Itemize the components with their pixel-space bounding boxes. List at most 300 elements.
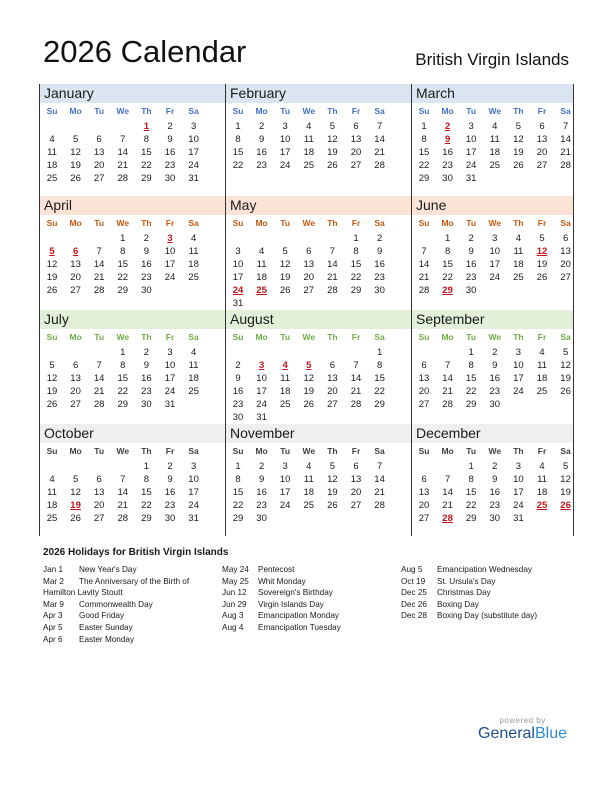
calendar-day: 10 <box>489 246 501 257</box>
grid-divider <box>225 84 226 536</box>
calendar-day: 24 <box>489 272 501 283</box>
weekday-label: Fr <box>351 106 361 116</box>
holiday-day: 3 <box>258 360 265 371</box>
holiday-day: 5 <box>306 360 312 371</box>
calendar-day: 30 <box>374 285 385 296</box>
weekday-label: We <box>488 446 502 456</box>
holiday-day: 9 <box>444 134 451 145</box>
calendar-day: 30 <box>489 513 501 524</box>
calendar-day: 15 <box>117 373 129 384</box>
holiday-name: Easter Sunday <box>79 622 133 632</box>
weekday-label: We <box>302 446 316 456</box>
weekday-label: Su <box>46 446 58 456</box>
calendar-day: 22 <box>232 500 244 511</box>
calendar-day: 5 <box>562 461 569 472</box>
weekday-label: Tu <box>94 218 105 228</box>
weekday-label: Th <box>141 446 152 456</box>
calendar-day: 14 <box>117 487 129 498</box>
calendar-day: 12 <box>560 360 571 371</box>
calendar-day: 22 <box>117 386 129 397</box>
calendar-day: 7 <box>96 246 102 257</box>
holiday-name: Easter Monday <box>79 634 135 644</box>
calendar-day: 18 <box>46 500 58 511</box>
calendar-day: 2 <box>492 347 498 358</box>
holiday-name: Good Friday <box>79 611 125 621</box>
weekday-label: Tu <box>466 332 477 342</box>
quarter-block <box>39 424 574 536</box>
calendar-day: 14 <box>93 373 105 384</box>
holiday-name: The Anniversary of the Birth of <box>79 576 190 586</box>
calendar-day: 1 <box>353 233 359 244</box>
weekday-label: Fr <box>165 218 175 228</box>
holiday-day: 24 <box>232 285 244 296</box>
grid-divider <box>411 84 412 536</box>
calendar-day: 18 <box>188 373 199 384</box>
holiday-name: Virgin Islands Day <box>258 599 324 609</box>
calendar-day: 13 <box>70 373 81 384</box>
calendar-day: 19 <box>513 147 524 158</box>
calendar-day: 5 <box>562 347 569 358</box>
holiday-date: Jun 29 <box>222 599 247 609</box>
weekday-label: Su <box>418 446 430 456</box>
calendar-day: 20 <box>303 272 315 283</box>
holiday-name: Boxing Day <box>437 599 479 609</box>
calendar-day: 18 <box>256 272 267 283</box>
holiday-item <box>222 599 341 611</box>
calendar-day: 14 <box>93 259 105 270</box>
weekday-label: Th <box>513 106 524 116</box>
brand-logo[interactable] <box>478 716 567 743</box>
holiday-date: Apr 5 <box>43 622 63 632</box>
calendar-day: 22 <box>141 160 152 171</box>
calendar-day: 25 <box>303 160 315 171</box>
calendar-day: 5 <box>282 246 288 257</box>
holiday-item <box>401 599 537 611</box>
calendar-day: 31 <box>164 399 176 410</box>
calendar-day: 24 <box>513 386 524 397</box>
holiday-day: 12 <box>536 246 548 257</box>
weekday-label: Tu <box>94 446 105 456</box>
calendar-day: 19 <box>327 487 338 498</box>
month-name: October <box>44 425 94 441</box>
calendar-day: 27 <box>560 272 571 283</box>
calendar-day: 18 <box>303 487 315 498</box>
weekday-label: We <box>488 218 502 228</box>
calendar-day: 15 <box>442 259 453 270</box>
calendar-day: 8 <box>235 474 241 485</box>
calendar-day: 3 <box>515 461 522 472</box>
calendar-day: 15 <box>141 487 152 498</box>
calendar-day: 30 <box>164 173 176 184</box>
calendar-day: 13 <box>560 246 571 257</box>
calendar-day: 1 <box>421 121 427 132</box>
weekday-label: Tu <box>280 218 291 228</box>
weekday-label: Su <box>46 106 58 116</box>
weekday-label: Mo <box>255 446 268 456</box>
calendar-day: 28 <box>418 285 430 296</box>
weekday-label: We <box>302 218 316 228</box>
calendar-day: 3 <box>167 347 173 358</box>
calendar-day: 28 <box>117 173 129 184</box>
calendar-day: 19 <box>303 386 315 397</box>
calendar-day: 11 <box>256 259 267 270</box>
calendar-day: 10 <box>465 134 477 145</box>
weekday-label: We <box>116 106 130 116</box>
calendar-day: 16 <box>489 487 501 498</box>
holiday-date: May 25 <box>222 576 249 586</box>
calendar-day: 6 <box>539 121 545 132</box>
calendar-day: 24 <box>465 160 477 171</box>
weekday-label: We <box>488 106 502 116</box>
calendar-day: 5 <box>329 461 336 472</box>
page-title: 2026 Calendar <box>43 34 247 69</box>
calendar-day: 17 <box>279 147 291 158</box>
calendar-day: 23 <box>256 160 267 171</box>
weekday-label: Tu <box>466 446 477 456</box>
calendar-day: 1 <box>376 347 383 358</box>
calendar-day: 13 <box>418 487 430 498</box>
calendar-day: 19 <box>536 259 548 270</box>
weekday-label: Mo <box>441 446 454 456</box>
calendar-day: 15 <box>418 147 430 158</box>
calendar-day: 13 <box>93 487 105 498</box>
calendar-day: 7 <box>421 246 427 257</box>
calendar-day: 24 <box>188 500 199 511</box>
calendar-day: 7 <box>329 246 336 257</box>
month-name: March <box>416 85 455 101</box>
calendar-day: 8 <box>353 246 359 257</box>
calendar-day: 23 <box>256 500 267 511</box>
calendar-day: 29 <box>117 399 129 410</box>
calendar-day: 15 <box>232 487 244 498</box>
weekday-label: Fr <box>351 332 361 342</box>
calendar-day: 23 <box>489 500 501 511</box>
holiday-day: 6 <box>72 246 79 257</box>
calendar-day: 25 <box>513 272 524 283</box>
weekday-label: Mo <box>255 218 268 228</box>
holiday-day: 5 <box>49 246 55 257</box>
calendar-day: 14 <box>560 134 571 145</box>
calendar-day: 26 <box>560 386 571 397</box>
holiday-date: Jan 1 <box>43 565 64 574</box>
calendar-day: 21 <box>374 147 385 158</box>
holiday-name: Pentecost <box>258 565 295 574</box>
calendar-day: 7 <box>562 121 569 132</box>
calendar-day: 10 <box>513 360 524 371</box>
holiday-name: Boxing Day (substitute day) <box>437 611 538 621</box>
calendar-day: 27 <box>350 500 362 511</box>
weekday-label: Tu <box>466 218 477 228</box>
calendar-day: 20 <box>350 147 362 158</box>
weekday-label: Mo <box>69 332 82 342</box>
calendar-day: 22 <box>442 272 453 283</box>
calendar-day: 17 <box>256 386 267 397</box>
calendar-day: 18 <box>513 259 524 270</box>
calendar-day: 1 <box>444 233 451 244</box>
weekday-label: Sa <box>560 218 571 228</box>
calendar-day: 20 <box>93 160 105 171</box>
weekday-label: Su <box>232 218 244 228</box>
calendar-day: 8 <box>444 246 451 257</box>
calendar-day: 23 <box>232 399 244 410</box>
calendar-day: 7 <box>120 134 126 145</box>
calendar-day: 8 <box>468 360 474 371</box>
calendar-day: 16 <box>256 487 267 498</box>
holiday-item <box>43 610 189 622</box>
holiday-date: Dec 28 <box>401 611 427 621</box>
calendar-day: 26 <box>279 285 291 296</box>
calendar-day: 4 <box>539 347 545 358</box>
calendar-day: 2 <box>167 121 173 132</box>
month-name: December <box>416 425 481 441</box>
weekday-label: Fr <box>165 446 175 456</box>
holiday-column <box>222 564 341 634</box>
calendar-day: 26 <box>70 173 81 184</box>
weekday-label: Sa <box>560 106 571 116</box>
calendar-day: 29 <box>141 173 152 184</box>
calendar-day: 16 <box>164 147 176 158</box>
quarter-header-band <box>39 84 574 103</box>
weekday-label: Tu <box>280 106 291 116</box>
calendar-day: 28 <box>350 399 362 410</box>
weekday-label: Sa <box>374 332 385 342</box>
holiday-day: 28 <box>442 513 453 524</box>
calendar-day: 10 <box>188 134 199 145</box>
weekday-label: Fr <box>165 106 175 116</box>
calendar-day: 27 <box>70 285 81 296</box>
calendar-day: 29 <box>141 513 152 524</box>
calendar-day: 6 <box>353 121 359 132</box>
calendar-day: 24 <box>279 500 291 511</box>
weekday-label: Tu <box>94 332 105 342</box>
grid-divider <box>573 84 574 536</box>
calendar-day: 22 <box>117 272 129 283</box>
calendar-day: 21 <box>442 386 453 397</box>
calendar-day: 21 <box>93 272 105 283</box>
quarter-block <box>39 84 574 196</box>
calendar-day: 31 <box>188 513 199 524</box>
calendar-day: 17 <box>232 272 244 283</box>
calendar-day: 3 <box>515 347 522 358</box>
calendar-day: 23 <box>465 272 477 283</box>
calendar-day: 16 <box>141 373 152 384</box>
calendar-day: 25 <box>188 386 199 397</box>
calendar-day: 19 <box>70 160 81 171</box>
calendar-day: 2 <box>376 233 383 244</box>
brand-name <box>478 725 567 743</box>
holiday-date: Oct 19 <box>401 576 426 586</box>
weekday-label: Su <box>46 332 58 342</box>
calendar-day: 25 <box>489 160 501 171</box>
calendar-day: 10 <box>164 360 176 371</box>
calendar-day: 27 <box>93 513 105 524</box>
calendar-day: 30 <box>442 173 453 184</box>
holiday-item <box>401 576 537 588</box>
calendar-day: 28 <box>442 399 453 410</box>
calendar-day: 21 <box>560 147 571 158</box>
weekday-label: Su <box>232 332 244 342</box>
weekday-label: Mo <box>441 106 454 116</box>
calendar-day: 27 <box>70 399 81 410</box>
calendar-day: 2 <box>492 461 498 472</box>
calendar-day: 11 <box>47 147 57 158</box>
calendar-day: 16 <box>465 259 477 270</box>
calendar-day: 11 <box>537 474 547 485</box>
calendar-day: 15 <box>350 259 362 270</box>
calendar-day: 7 <box>376 461 383 472</box>
calendar-day: 14 <box>117 147 129 158</box>
calendar-day: 30 <box>141 285 152 296</box>
calendar-day: 8 <box>120 360 126 371</box>
holiday-date: Aug 5 <box>401 565 423 574</box>
holiday-date: Apr 6 <box>43 634 63 644</box>
calendar-day: 8 <box>376 360 383 371</box>
calendar-day: 10 <box>232 259 244 270</box>
calendar-day: 22 <box>232 160 244 171</box>
holiday-column <box>43 564 189 645</box>
calendar-day: 20 <box>536 147 548 158</box>
calendar-day: 13 <box>350 474 362 485</box>
calendar-day: 25 <box>536 386 548 397</box>
calendar-day: 21 <box>117 500 129 511</box>
calendar-day: 15 <box>374 373 385 384</box>
calendar-day: 12 <box>513 134 524 145</box>
calendar-day: 9 <box>235 373 241 384</box>
calendar-day: 11 <box>47 487 57 498</box>
weekday-label: Th <box>141 106 152 116</box>
calendar-day: 26 <box>327 500 338 511</box>
holiday-name: Emancipation Monday <box>258 611 340 621</box>
calendar-day: 11 <box>513 246 524 257</box>
calendar-day: 14 <box>350 373 362 384</box>
calendar-day: 24 <box>164 386 176 397</box>
holiday-item <box>222 610 341 622</box>
calendar-grid <box>39 84 574 536</box>
calendar-day: 24 <box>164 272 176 283</box>
calendar-day: 25 <box>46 513 58 524</box>
calendar-day: 6 <box>306 246 312 257</box>
weekday-label: Mo <box>69 106 82 116</box>
calendar-day: 20 <box>327 386 338 397</box>
holiday-item <box>43 599 189 611</box>
calendar-day: 12 <box>327 134 338 145</box>
calendar-day: 22 <box>418 160 430 171</box>
holiday-item <box>43 564 189 576</box>
calendar-day: 6 <box>353 461 359 472</box>
calendar-day: 6 <box>421 360 427 371</box>
calendar-day: 9 <box>492 360 498 371</box>
calendar-day: 15 <box>465 373 477 384</box>
weekday-label: Th <box>513 446 524 456</box>
holiday-item <box>222 576 341 588</box>
holiday-name: Commonwealth Day <box>79 599 153 609</box>
holiday-day: 19 <box>70 500 81 511</box>
calendar-day: 8 <box>143 134 150 145</box>
calendar-day: 29 <box>232 513 244 524</box>
month-name: February <box>230 85 287 101</box>
holiday-date: Dec 26 <box>401 599 427 609</box>
holiday-day: 25 <box>536 500 548 511</box>
calendar-day: 17 <box>188 147 199 158</box>
weekday-label: Fr <box>537 106 547 116</box>
holiday-date: Apr 3 <box>43 611 63 621</box>
calendar-day: 19 <box>46 272 58 283</box>
calendar-day: 4 <box>306 461 312 472</box>
calendar-day: 3 <box>468 121 474 132</box>
holiday-name: St. Ursula's Day <box>437 576 496 586</box>
calendar-day: 18 <box>303 147 315 158</box>
calendar-day: 12 <box>303 373 315 384</box>
weekday-label: Sa <box>188 218 199 228</box>
calendar-day: 18 <box>536 373 548 384</box>
weekday-label: Sa <box>374 446 385 456</box>
calendar-day: 9 <box>143 360 150 371</box>
calendar-day: 7 <box>120 474 126 485</box>
calendar-day: 29 <box>418 173 430 184</box>
holiday-column <box>401 564 537 622</box>
calendar-day: 12 <box>560 474 571 485</box>
weekday-label: Fr <box>537 332 547 342</box>
calendar-day: 27 <box>93 173 105 184</box>
calendar-day: 15 <box>141 147 152 158</box>
calendar-day: 30 <box>141 399 152 410</box>
calendar-day: 21 <box>374 487 385 498</box>
weekday-label: We <box>488 332 502 342</box>
holiday-item <box>222 564 341 576</box>
calendar-day: 17 <box>513 373 524 384</box>
weekday-label: We <box>116 218 130 228</box>
calendar-day: 9 <box>468 246 474 257</box>
calendar-day: 2 <box>143 347 150 358</box>
calendar-day: 6 <box>329 360 336 371</box>
calendar-day: 5 <box>539 233 545 244</box>
calendar-day: 12 <box>70 487 81 498</box>
calendar-day: 8 <box>468 474 474 485</box>
brand-general: General <box>478 725 535 742</box>
calendar-day: 6 <box>72 360 79 371</box>
calendar-day: 20 <box>70 386 81 397</box>
month-name: April <box>44 197 73 213</box>
weekday-label: Su <box>232 106 244 116</box>
calendar-day: 8 <box>143 474 150 485</box>
calendar-day: 14 <box>374 134 385 145</box>
holiday-item <box>222 587 341 599</box>
calendar-day: 22 <box>374 386 385 397</box>
calendar-day: 15 <box>465 487 477 498</box>
calendar-day: 27 <box>536 160 548 171</box>
month-name: January <box>44 85 94 101</box>
calendar-day: 16 <box>442 147 453 158</box>
calendar-day: 29 <box>374 399 385 410</box>
calendar-day: 9 <box>167 474 173 485</box>
calendar-day: 3 <box>282 121 288 132</box>
calendar-day: 19 <box>46 386 58 397</box>
calendar-day: 11 <box>537 360 547 371</box>
weekday-label: Th <box>141 218 152 228</box>
calendar-day: 31 <box>232 298 244 309</box>
month-name: May <box>230 197 257 213</box>
calendar-day: 30 <box>164 513 176 524</box>
calendar-day: 20 <box>418 386 430 397</box>
calendar-day: 5 <box>49 360 55 371</box>
weekday-label: Su <box>418 218 430 228</box>
calendar-day: 4 <box>515 233 522 244</box>
calendar-day: 1 <box>120 347 126 358</box>
calendar-day: 10 <box>279 134 291 145</box>
weekday-label: Mo <box>69 446 82 456</box>
calendar-day: 26 <box>513 160 524 171</box>
calendar-day: 11 <box>489 134 500 145</box>
